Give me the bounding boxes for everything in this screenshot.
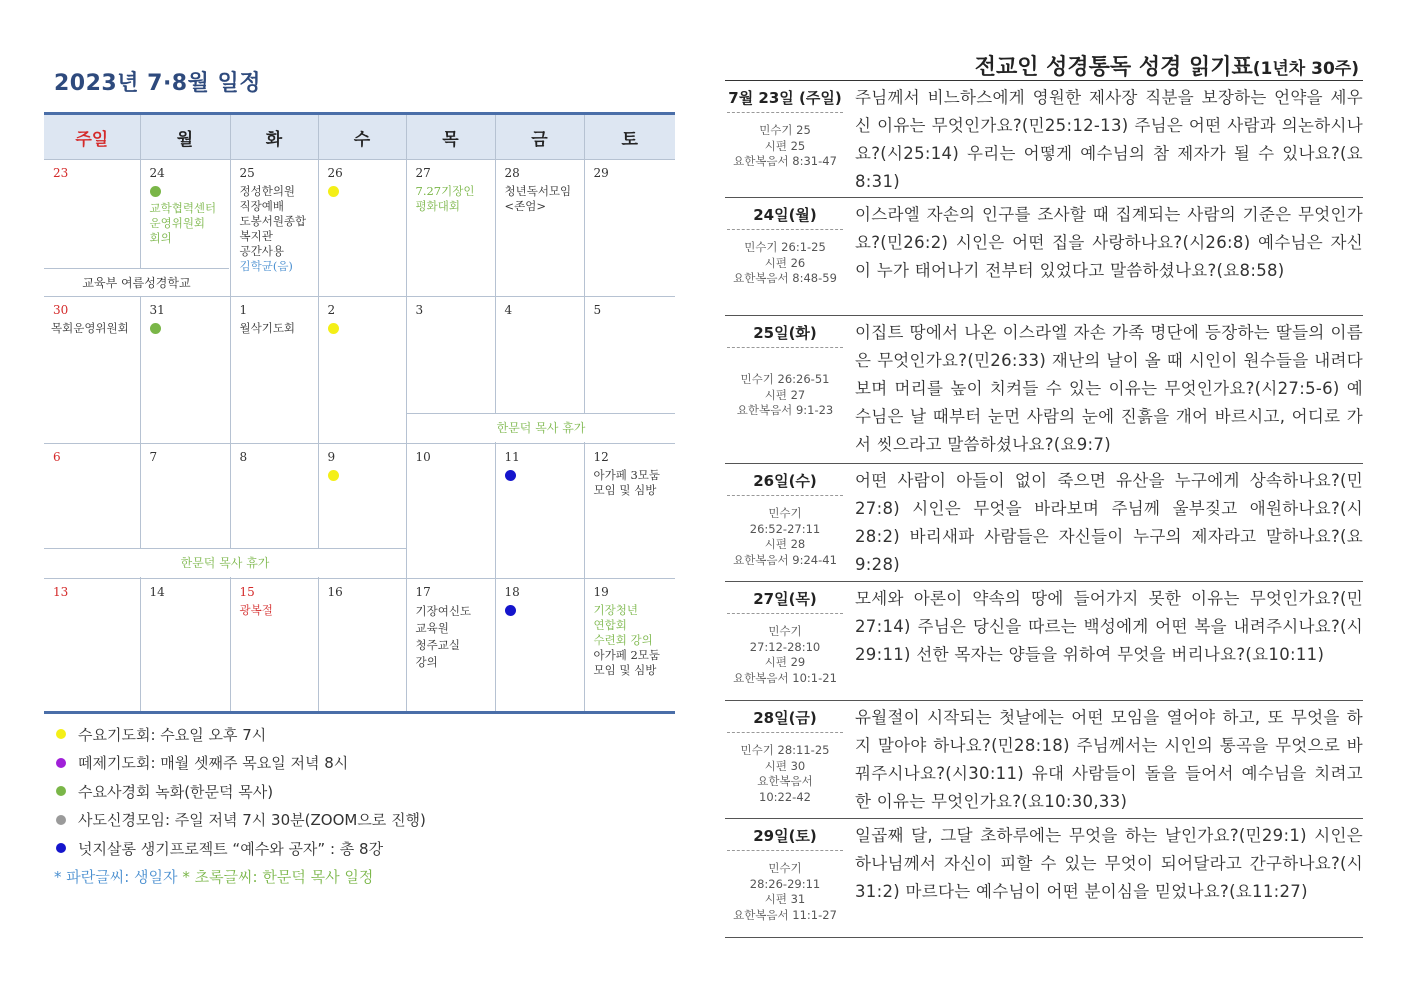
reading-row-left <box>725 201 845 313</box>
reading-row-left <box>725 467 845 579</box>
day-cell <box>584 160 675 297</box>
reading-row <box>725 316 1363 464</box>
event-text: 기장여신도 교육원 청주교실 강의 <box>415 604 472 669</box>
legend-item <box>54 806 426 835</box>
event-text: 정성한의원 직장예배 도봉서원종합 복지관 공간사용 <box>239 184 307 258</box>
green-dot-icon <box>56 786 66 796</box>
reading-question: 주님께서 비느하스에게 영원한 제사장 직분을 보장하는 언약을 세우신 이유는 무엇인가요?(민25:12-13) 주님은 어떤 사람과 의논하시나요?(시25:14) 우리는 어떻게 예수님의 참 제자가 될 수 있나요?(요8:31) <box>855 88 1363 191</box>
day-number: 1 <box>239 303 248 317</box>
day-number: 4 <box>504 303 513 317</box>
day-cell <box>318 579 406 713</box>
reading-day: 24일(월) <box>727 201 843 230</box>
day-number: 2 <box>327 303 336 317</box>
reading-question: 모세와 아론이 약속의 땅에 들어가지 못한 이유는 무엇인가요?(민27:14) 주님은 당신을 따르는 백성에게 어떤 복을 내려주시나요?(시29:11) 선한 목자는 양들을 위하여 무엇을 버리나요?(요10:11) <box>855 589 1363 664</box>
yellow-dot-icon <box>328 186 339 197</box>
legend-item <box>54 777 426 806</box>
day-number: 10 <box>415 450 431 464</box>
reading-day: 25일(화) <box>727 319 843 348</box>
reading-passage: 민수기 26:52-27:11 시편 28 요한복음서 9:24-41 <box>733 506 837 567</box>
day-number: 29 <box>593 166 609 180</box>
event-text: 청년독서모임 <존엄> <box>504 184 572 213</box>
reading-day: 27일(목) <box>727 585 843 614</box>
reading-row <box>725 464 1363 582</box>
day-number: 7 <box>149 450 158 464</box>
day-number: 3 <box>415 303 424 317</box>
day-cell <box>318 297 406 444</box>
day-number: 31 <box>149 303 165 317</box>
event-text: 아가페 2모둠 모임 및 심방 <box>593 648 661 677</box>
reading-question: 이스라엘 자손의 인구를 조사할 때 집계되는 사람의 기준은 무엇인가요?(민26:2) 시인은 어떤 집을 사랑하나요?(시26:8) 예수님은 자신이 누가 태어나기 전부터 있었다고 말씀하셨나요?(요8:58) <box>855 205 1363 280</box>
event-band: 교육부 여름성경학교 <box>44 268 229 296</box>
day-number: 25 <box>239 166 255 180</box>
note-blue: * 파란글씨: 생일자 <box>54 868 178 887</box>
reading-row-left <box>725 319 845 461</box>
day-cell <box>230 160 318 297</box>
weekday-sun: 주일 <box>44 114 140 160</box>
yellow-dot-icon <box>328 470 339 481</box>
reading-row-left <box>725 822 845 935</box>
day-number: 14 <box>149 585 165 599</box>
day-number: 5 <box>593 303 602 317</box>
day-number: 17 <box>415 585 431 599</box>
event-text: 교학협력센터 운영위원회 회의 <box>149 201 217 245</box>
day-cell <box>495 160 584 297</box>
calendar-title: 2023년 7·8월 일정 <box>54 71 262 96</box>
weekday-tue: 화 <box>230 114 318 160</box>
legend-item <box>54 749 426 778</box>
reading-day: 29일(토) <box>727 822 843 851</box>
calendar-week-row <box>44 579 675 713</box>
day-number: 16 <box>327 585 343 599</box>
event-text: 기장청년 연합회 수련회 강의 <box>593 603 653 647</box>
day-number: 18 <box>504 585 520 599</box>
day-cell <box>44 297 140 444</box>
reading-question: 유월절이 시작되는 첫날에는 어떤 모임을 열어야 하고, 또 무엇을 하지 말아야 하나요?(민28:18) 주님께서는 시인의 통곡을 무엇으로 바꿔주시나요?(시30:11) 유대 사람들이 돌을 들어서 예수님을 치려고 한 이유는 무엇인가요?(요10:30,33) <box>855 708 1363 811</box>
legend <box>54 720 426 891</box>
reading-passage: 민수기 28:26-29:11 시편 31 요한복음서 11:1-27 <box>733 861 837 922</box>
reading-question: 어떤 사람이 아들이 없이 죽으면 유산을 누구에게 상속하나요?(민27:8) 시인은 무엇을 바라보며 주님께 울부짖고 애원하나요?(시28:2) 바리새파 사람들은 자신들이 누구의 제자라고 말하나요?(요9:28) <box>855 471 1363 574</box>
legend-label: 수요기도회: 수요일 오후 7시 <box>78 725 267 744</box>
day-cell <box>406 579 495 713</box>
note-green: * 초록글씨: 한문덕 목사 일정 <box>182 868 374 887</box>
day-cell <box>230 297 318 444</box>
reading-row-left <box>725 704 845 816</box>
day-cell <box>44 579 140 713</box>
legend-label: 넛지살롱 생기프로젝트 “예수와 공자” : 총 8강 <box>78 839 384 858</box>
weekday-fri: 금 <box>495 114 584 160</box>
day-cell <box>140 297 230 444</box>
gray-dot-icon <box>56 815 66 825</box>
yellow-dot-icon <box>328 323 339 334</box>
day-number: 19 <box>593 585 609 599</box>
legend-note <box>54 863 426 892</box>
day-cell <box>495 444 584 579</box>
event-band: 한문덕 목사 휴가 <box>44 548 406 577</box>
day-number: 27 <box>415 166 431 180</box>
reading-passage: 민수기 26:26-51 시편 27 요한복음서 9:1-23 <box>736 372 834 417</box>
day-number: 6 <box>53 450 61 464</box>
reading-title <box>975 50 1359 81</box>
day-number: 15 <box>239 585 255 599</box>
day-cell <box>584 444 675 579</box>
day-number: 9 <box>327 450 336 464</box>
day-number: 8 <box>239 450 248 464</box>
reading-title-main: 전교인 성경통독 성경 읽기표 <box>974 55 1253 80</box>
reading-table <box>725 80 1363 938</box>
day-cell <box>495 579 584 713</box>
day-number: 23 <box>53 166 69 180</box>
day-cell <box>318 160 406 297</box>
legend-label: 떼제기도회: 매월 셋째주 목요일 저녁 8시 <box>78 754 349 773</box>
weekday-thu: 목 <box>406 114 495 160</box>
reading-row <box>725 701 1363 819</box>
day-cell <box>140 579 230 713</box>
day-number: 28 <box>504 166 520 180</box>
reading-row <box>725 198 1363 316</box>
reading-row <box>725 582 1363 701</box>
day-number: 13 <box>53 585 69 599</box>
day-cell <box>406 160 495 297</box>
reading-passage: 민수기 25 시편 25 요한복음서 8:31-47 <box>733 123 837 168</box>
day-number: 30 <box>53 303 69 317</box>
reading-passage: 민수기 26:1-25 시편 26 요한복음서 8:48-59 <box>733 240 837 285</box>
green-dot-icon <box>150 323 161 334</box>
weekday-header-row <box>44 114 675 160</box>
reading-subtitle: (1년차 30주) <box>1252 59 1359 79</box>
reading-row-left <box>725 84 845 195</box>
day-cell <box>584 579 675 713</box>
reading-passage: 민수기 27:12-28:10 시편 29 요한복음서 10:1-21 <box>733 624 837 685</box>
reading-row-left <box>725 585 845 698</box>
day-number: 11 <box>504 450 520 464</box>
day-cell <box>230 579 318 713</box>
event-text: 목회운영위원회 <box>51 321 129 335</box>
yellow-dot-icon <box>56 729 66 739</box>
blue-dot-icon <box>56 843 66 853</box>
blue-dot-icon <box>505 470 516 481</box>
purple-dot-icon <box>56 758 66 768</box>
birthday-text: 김학균(음) <box>239 259 293 273</box>
holiday-text: 광복절 <box>239 603 273 617</box>
legend-item <box>54 720 426 749</box>
legend-item <box>54 834 426 863</box>
reading-row <box>725 81 1363 198</box>
reading-day: 28일(금) <box>727 704 843 733</box>
event-text: 7.27기장인 평화대회 <box>415 184 475 213</box>
blue-dot-icon <box>505 605 516 616</box>
reading-day: 26일(수) <box>727 467 843 496</box>
legend-label: 사도신경모임: 주일 저녁 7시 30분(ZOOM으로 진행) <box>78 811 426 830</box>
legend-label: 수요사경회 녹화(한문덕 목사) <box>78 782 274 801</box>
reading-question: 이집트 땅에서 나온 이스라엘 자손 가족 명단에 등장하는 딸들의 이름은 무엇인가요?(민26:33) 재난의 날이 올 때 시인이 원수들을 내려다보며 머리를 높이 치켜들 수 있는 이유는 무엇인가요?(시27:5-6) 예수님은 날 때부터 눈먼 사람의 눈에 진흙을 개어 바르시고, 어디로 가서 씻으라고 말씀하셨나요?(요9:7) <box>855 323 1363 454</box>
reading-row <box>725 819 1363 938</box>
day-cell <box>406 444 495 579</box>
weekday-sat: 토 <box>584 114 675 160</box>
event-text: 아가페 3모둠 모임 및 심방 <box>593 468 661 497</box>
reading-day: 7월 23일 (주일) <box>727 84 843 113</box>
weekday-mon: 월 <box>140 114 230 160</box>
day-number: 12 <box>593 450 609 464</box>
event-text: 월삭기도회 <box>239 321 296 335</box>
reading-question: 일곱째 달, 그달 초하루에는 무엇을 하는 날인가요?(민29:1) 시인은 하나님께서 자신이 피할 수 있는 무엇이 되어달라고 간구하나요?(시31:2) 마르다는 예수님이 어떤 분이심을 믿었나요?(요11:27) <box>855 826 1363 901</box>
weekday-wed: 수 <box>318 114 406 160</box>
event-band: 한문덕 목사 휴가 <box>407 413 675 442</box>
reading-passage: 민수기 28:11-25 시편 30 요한복음서 10:22-42 <box>740 743 830 804</box>
green-dot-icon <box>150 186 161 197</box>
day-number: 24 <box>149 166 165 180</box>
day-number: 26 <box>327 166 343 180</box>
